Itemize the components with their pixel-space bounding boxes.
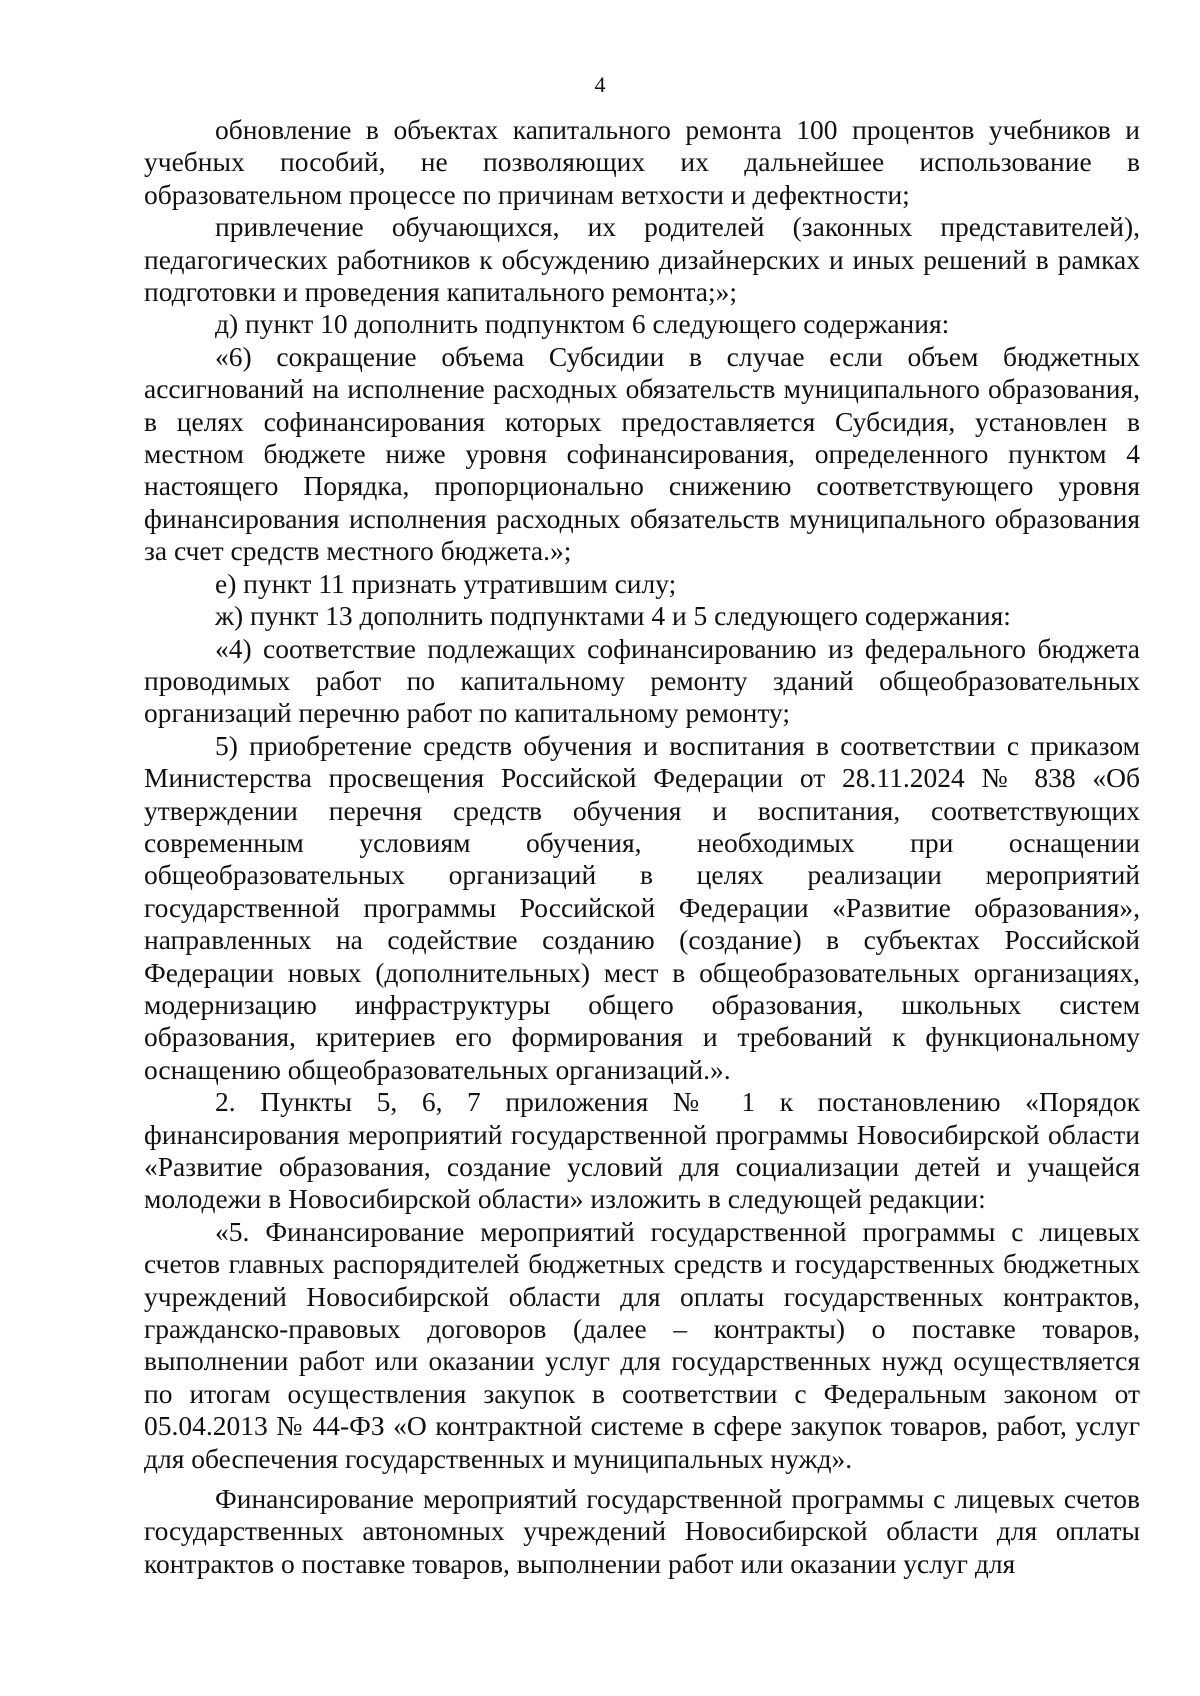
paragraph: «5. Финансирование мероприятий государственной программы с лицевых счетов главных распорядителей бюджетных средств и государственных бюджетных учреждений Новосибирской области для оплаты государственных контрактов, гражданско-правовых договоров (далее – контракты) о поставке товаров, выполнении работ или оказании услуг для государственных нужд осуществляется по итогам осуществления закупок в соответствии с Федеральным законом от 05.04.2013 № 44-ФЗ «О контрактной системе в сфере закупок товаров, работ, услуг для обеспечения государственных и муниципальных нужд». [144,1215,1140,1474]
paragraph: «4) соответствие подлежащих софинансированию из федерального бюджета проводимых работ по капитальному ремонту зданий общеобразовательных организаций перечню работ по капитальному ремонту; [144,632,1140,729]
paragraph: обновление в объектах капитального ремонта 100 процентов учебников и учебных пособий, не позволяющих их дальнейшее использование в образовательном процессе по причинам ветхости и дефектности; [144,114,1140,210]
paragraph: 2. Пункты 5, 6, 7 приложения № 1 к постановлению «Порядок финансирования мероприятий государственной программы Новосибирской области «Развитие образования, создание условий для социализации детей и учащейся молодежи в Новосибирской области» изложить в следующей редакции: [144,1086,1140,1215]
paragraph: ж) пункт 13 дополнить подпунктами 4 и 5 следующего содержания: [215,600,1011,632]
page-number: 4 [594,72,606,97]
paragraph: д) пункт 10 дополнить подпунктом 6 следующего содержания: [215,308,950,340]
paragraph: 5) приобретение средств обучения и воспитания в соответствии с приказом Министерства просвещения Российской Федерации от 28.11.2024 № 838 «Об утверждении перечня средств обучения и воспитания, соответствующих современным условиям обучения, необходимых при оснащении общеобразовательных организаций в целях реализации мероприятий государственной программы Российской Федерации «Развитие образования», направленных на содействие созданию (создание) в субъектах Российской Федерации новых (дополнительных) мест в общеобразовательных организациях, модернизацию инфраструктуры общего образования, школьных систем образования, критериев его формирования и требований к функциональному оснащению общеобразовательных организаций.». [144,729,1140,1085]
paragraph: е) пункт 11 признать утратившим силу; [215,567,677,599]
document-body [144,114,1140,1580]
paragraph: Финансирование мероприятий государственной программы с лицевых счетов государственных автономных учреждений Новосибирской области для оплаты контрактов о поставке товаров, выполнении работ или оказании услуг для [144,1483,1140,1579]
paragraph: «6) сокращение объема Субсидии в случае если объем бюджетных ассигнований на исполнение расходных обязательств муниципального образования, в целях софинансирования которых предоставляется Субсидия, установлен в местном бюджете ниже уровня софинансирования, определенного пунктом 4 настоящего Порядка, пропорционально снижению соответствующего уровня финансирования исполнения расходных обязательств муниципального образования за счет средств местного бюджета.»; [144,340,1140,567]
paragraph: привлечение обучающихся, их родителей (законных представителей), педагогических работников к обсуждению дизайнерских и иных решений в рамках подготовки и проведения капитального ремонта;»; [144,211,1140,308]
